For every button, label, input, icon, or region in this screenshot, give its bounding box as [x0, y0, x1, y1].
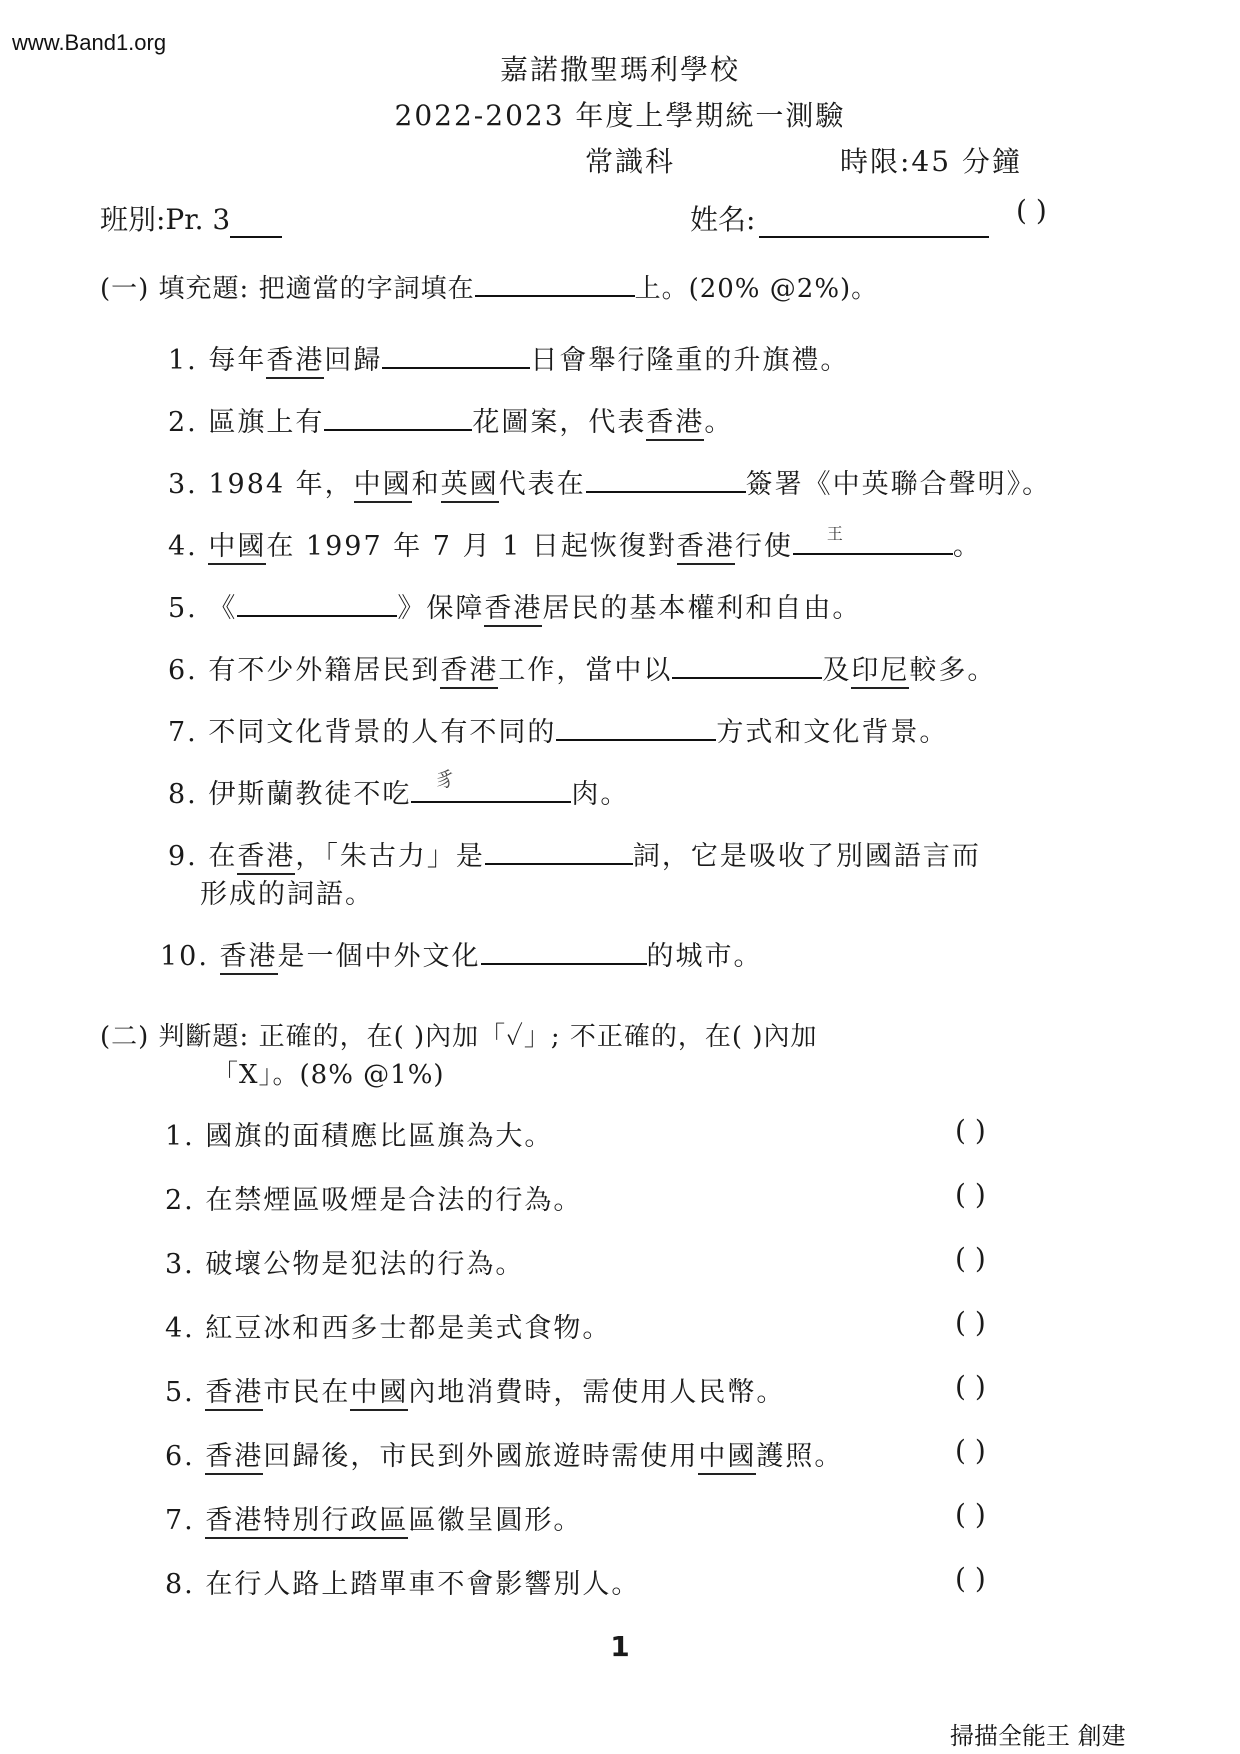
q4-pencil-mark: 王: [826, 524, 845, 543]
tf-question-6: [165, 1434, 843, 1473]
tf-question-5: [165, 1370, 785, 1409]
q3-text-end: 簽署《中英聯合聲明》。: [745, 469, 1052, 500]
q3-text-b: 代表在: [498, 469, 586, 500]
fill-question-3: [168, 462, 1051, 501]
tf7-answer-paren[interactable]: ( ): [955, 1498, 986, 1531]
q10-text: 10.: [160, 941, 220, 972]
fill-question-7: [168, 710, 948, 749]
fill-question-8: [168, 767, 630, 811]
q5-text-mid: 》保障: [397, 593, 485, 624]
q10-proper-noun: 香港: [220, 941, 278, 975]
tf3-text: 3. 破壞公物是犯法的行為。: [165, 1249, 525, 1280]
q9-text: 9. 在: [168, 841, 238, 872]
q4-proper-noun-1: 中國: [208, 531, 266, 565]
q3-text: 3. 1984 年，: [168, 469, 354, 500]
tf8-text: 8. 在行人路上踏單車不會影響別人。: [165, 1569, 641, 1600]
class-number-paren[interactable]: ( ): [1016, 194, 1047, 227]
tf2-text: 2. 在禁煙區吸煙是合法的行為。: [165, 1185, 583, 1216]
q2-text: 2. 區旗上有: [168, 407, 325, 438]
q4-blank[interactable]: [793, 524, 953, 555]
q5-text-end: 居民的基本權利和自由。: [542, 593, 862, 624]
page-number: 1: [610, 1630, 630, 1663]
q3-text-a: 和: [411, 469, 441, 500]
q9-proper-noun: 香港: [237, 841, 295, 875]
time-limit: 時限:45 分鐘: [840, 145, 1022, 178]
q8-text: 8. 伊斯蘭教徒不吃: [168, 779, 412, 810]
tf-question-3: [165, 1242, 524, 1281]
q4-text-a: 在 1997 年 7 月 1 日起恢復對: [266, 531, 677, 562]
scanner-credit: 掃描全能王 創建: [950, 1722, 1126, 1750]
q2-text-end: 。: [704, 407, 734, 438]
section1-title-prefix: (一) 填充題: 把適當的字詞填在: [100, 274, 475, 304]
q7-blank[interactable]: [556, 715, 716, 741]
q5-text: 5. 《: [168, 593, 238, 624]
q4-text-end: 。: [952, 531, 982, 562]
q8-pencil-mark: 豸: [435, 767, 458, 791]
tf6-text-a: 回歸後，市民到外國旅遊時需使用: [263, 1441, 699, 1472]
section1-title: [100, 268, 878, 305]
tf5-text: 5.: [165, 1377, 206, 1408]
q1-text: 1. 每年: [168, 345, 267, 376]
tf6-text: 6.: [165, 1441, 206, 1472]
tf4-answer-paren[interactable]: ( ): [955, 1306, 986, 1339]
q3-proper-noun-2: 英國: [441, 469, 499, 503]
q9-blank[interactable]: [485, 839, 633, 865]
example-blank: [475, 271, 635, 297]
fill-question-2: [168, 400, 733, 439]
subject: 常識科: [585, 145, 676, 178]
section1-title-suffix: 上。(20% @2%)。: [634, 274, 879, 304]
tf8-answer-paren[interactable]: ( ): [955, 1562, 986, 1595]
exam-term: 2022-2023 年度上學期統一測驗: [394, 99, 846, 132]
school-name: 嘉諾撒聖瑪利學校: [499, 53, 740, 86]
q8-blank[interactable]: [411, 767, 571, 803]
tf6-answer-paren[interactable]: ( ): [955, 1434, 986, 1467]
q4-proper-noun-2: 香港: [677, 531, 735, 565]
fill-question-6: [168, 648, 996, 687]
tf7-text: 7.: [165, 1505, 206, 1536]
q6-proper-noun-2: 印尼: [851, 655, 909, 689]
class-field: [100, 198, 282, 238]
q6-text: 6. 有不少外籍居民到: [168, 655, 441, 686]
fill-question-5: [168, 586, 861, 625]
q4-text-b: 行使: [734, 531, 793, 562]
q6-proper-noun-1: 香港: [440, 655, 498, 689]
q2-proper-noun: 香港: [646, 407, 704, 441]
q2-blank[interactable]: [324, 405, 472, 431]
tf5-text-b: 內地消費時，需使用人民幣。: [408, 1377, 786, 1408]
tf7-proper-noun: 香港特別行政區: [205, 1505, 408, 1539]
tf-question-7: [165, 1498, 582, 1537]
q9-text-a: ，「朱古力」是: [295, 841, 485, 872]
tf5-answer-paren[interactable]: ( ): [955, 1370, 986, 1403]
name-blank[interactable]: [759, 210, 989, 238]
q10-text-a: 是一個中外文化: [277, 941, 481, 972]
q5-blank[interactable]: [237, 591, 397, 617]
q10-text-end: 的城市。: [646, 941, 763, 972]
q6-blank[interactable]: [672, 653, 822, 679]
q8-text-end: 肉。: [571, 779, 630, 810]
tf-question-8: [165, 1562, 640, 1601]
tf4-text: 4. 紅豆冰和西多士都是美式食物。: [165, 1313, 612, 1344]
tf5-proper-noun-2: 中國: [350, 1377, 408, 1411]
tf1-text: 1. 國旗的面積應比區旗為大。: [165, 1121, 554, 1152]
tf7-text-a: 區徽呈圓形。: [408, 1505, 583, 1536]
name-field: [690, 198, 989, 238]
tf-question-1: [165, 1114, 553, 1153]
tf-question-2: [165, 1178, 582, 1217]
q3-proper-noun-1: 中國: [354, 469, 412, 503]
q1-proper-noun: 香港: [266, 345, 324, 379]
tf6-proper-noun-2: 中國: [698, 1441, 756, 1475]
watermark-url: www.Band1.org: [12, 30, 167, 55]
tf6-text-b: 護照。: [756, 1441, 844, 1472]
tf-question-4: [165, 1306, 611, 1345]
tf5-text-a: 市民在: [263, 1377, 351, 1408]
tf1-answer-paren[interactable]: ( ): [955, 1114, 986, 1147]
q7-text-end: 方式和文化背景。: [716, 717, 949, 748]
section2-title-line2: 「X」。(8% @1%): [212, 1060, 445, 1090]
q9-text-end: 詞，它是吸收了別國語言而: [632, 841, 981, 872]
tf3-answer-paren[interactable]: ( ): [955, 1242, 986, 1275]
tf2-answer-paren[interactable]: ( ): [955, 1178, 986, 1211]
fill-question-10: [160, 934, 763, 973]
fill-question-1: [168, 338, 849, 377]
q7-text: 7. 不同文化背景的人有不同的: [168, 717, 557, 748]
q1-text-mid: 回歸: [324, 345, 383, 376]
fill-question-9-line2: 形成的詞語。: [200, 879, 374, 910]
q5-proper-noun: 香港: [484, 593, 542, 627]
name-label: 姓名:: [690, 203, 756, 236]
class-blank[interactable]: [230, 210, 282, 238]
q6-text-end: 較多。: [909, 655, 997, 686]
class-label: 班別:Pr. 3: [100, 203, 231, 236]
q2-text-mid: 花圖案，代表: [472, 407, 647, 438]
q6-text-b: 及: [822, 655, 852, 686]
q1-blank[interactable]: [382, 343, 530, 369]
q3-blank[interactable]: [586, 467, 746, 493]
section2-title: (二) 判斷題: 正確的，在( )內加「✓」; 不正確的，在( )內加: [100, 1022, 818, 1052]
q4-text: 4.: [168, 531, 209, 562]
q10-blank[interactable]: [481, 939, 647, 965]
q1-text-end: 日會舉行隆重的升旗禮。: [530, 345, 850, 376]
q6-text-a: 工作，當中以: [498, 655, 673, 686]
tf5-proper-noun-1: 香港: [205, 1377, 263, 1411]
fill-question-9: [168, 834, 981, 873]
fill-question-4: [168, 524, 982, 563]
tf6-proper-noun-1: 香港: [205, 1441, 263, 1475]
